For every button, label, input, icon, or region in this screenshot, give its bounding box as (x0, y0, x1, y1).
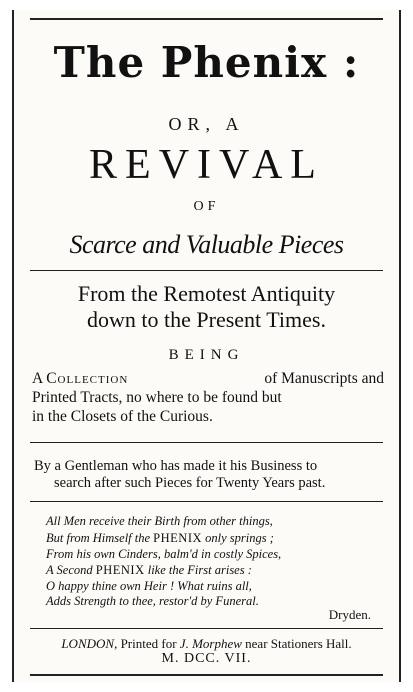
imprint-city: LONDON, (61, 636, 118, 651)
being-heading: BEING (168, 347, 245, 363)
subtitle-revival: REVIVAL (89, 142, 324, 188)
divider-3 (30, 501, 383, 502)
divider-2 (30, 442, 383, 443)
verse-line-2c: only springs ; (205, 531, 274, 545)
imprint-year: M. DCC. VII. (161, 651, 252, 666)
antiquity-line-1: From the Remotest Antiquity (77, 281, 336, 306)
title-text: The Phenix (53, 38, 328, 87)
subtitle-scarce: Scarce and Valuable Pieces (69, 230, 344, 259)
collection-line-1 (32, 370, 384, 387)
gentleman-line-2: search after such Pieces for Twenty Years past. (54, 475, 326, 491)
divider-1 (30, 270, 383, 271)
divider-4 (30, 628, 383, 629)
verse-line-1: All Men receive their Birth from other things, (46, 514, 273, 528)
attribution: Dryden. (328, 607, 371, 622)
top-rule (30, 18, 383, 20)
gentleman-line-1: By a Gentleman who has made it his Business to (34, 458, 318, 474)
imprint-printed-for: Printed for (120, 636, 177, 651)
collection-line-3: in the Closets of the Curious. (32, 408, 213, 425)
antiquity-line-2: down to the Present Times. (87, 307, 326, 332)
bottom-rule (30, 674, 383, 676)
collection-rest: of Manuscripts and (264, 370, 384, 387)
collection-line-2: Printed Tracts, no where to be found but (32, 389, 282, 406)
verse-line-4a: A Second (46, 563, 93, 577)
verse-line-3: From his own Cinders, balm'd in costly Spices, (46, 547, 282, 561)
verse-phenix-1: PHENIX (153, 531, 203, 545)
subtitle-or: OR, A (168, 114, 245, 134)
imprint-near: near (245, 636, 268, 651)
verse-line-6: Adds Strength to thee, restor'd by Funeral. (46, 594, 259, 608)
verse-line-4 (46, 563, 252, 578)
verse-phenix-2: PHENIX (95, 563, 145, 577)
collection-word: Collection (46, 370, 129, 387)
verse-line-4c: like the First arises : (147, 563, 252, 577)
verse-line-5: O happy thine own Heir ! What ruins all, (46, 579, 252, 593)
verse-line-2 (46, 531, 274, 546)
book-title (14, 38, 399, 87)
title-colon: : (342, 38, 360, 87)
imprint-line-1 (14, 636, 399, 652)
collection-a: A (32, 370, 43, 387)
imprint-printer: J. Morphew (179, 636, 242, 651)
verse-line-2a: But from Himself the (46, 531, 151, 545)
imprint-place: Stationers Hall. (270, 636, 352, 651)
subtitle-of: OF (193, 199, 220, 214)
title-page (12, 10, 401, 682)
